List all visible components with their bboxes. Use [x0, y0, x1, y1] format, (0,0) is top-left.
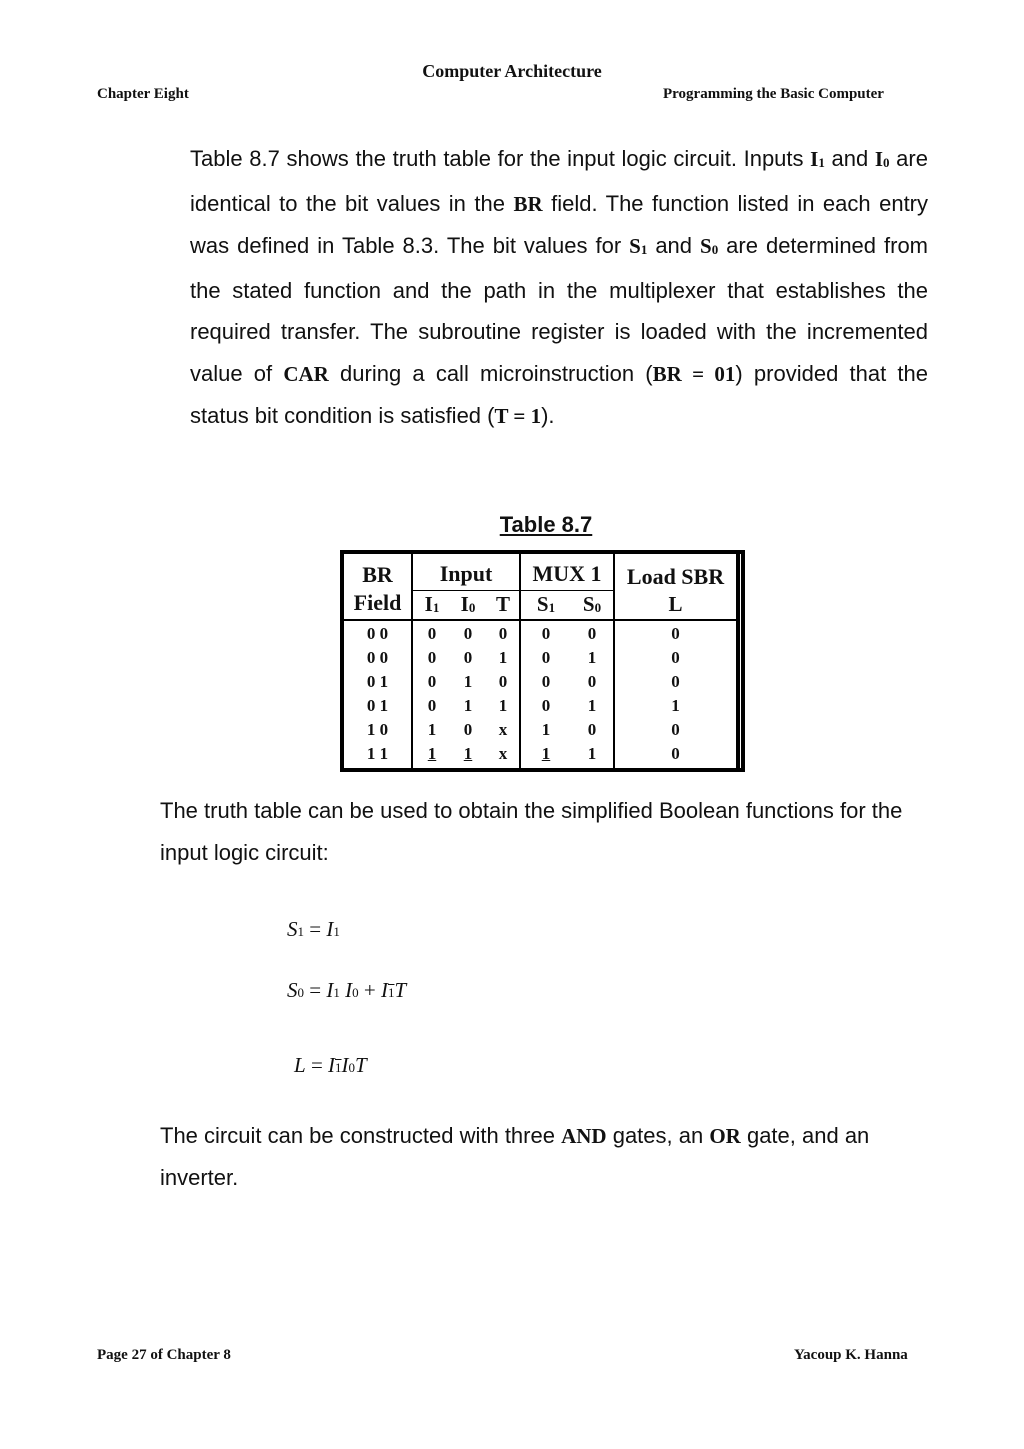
circuit-paragraph: The circuit can be constructed with three AND gates, an OR gate, and an inverter.	[160, 1123, 870, 1190]
table-cell: 0 1	[366, 672, 389, 691]
table-cell: 0	[427, 624, 437, 643]
s1-column	[528, 622, 564, 766]
table-cell: 1	[587, 648, 597, 667]
table-cell: 1	[463, 744, 473, 763]
table-cell: 1	[498, 696, 508, 715]
equation-l: L = I1I0T	[294, 1053, 367, 1077]
header-t: T	[495, 592, 510, 616]
header-load-sbr: Load SBR	[626, 564, 725, 589]
s0-column	[574, 622, 610, 766]
table-cell: 1	[541, 720, 551, 739]
table-cell: 0	[463, 648, 473, 667]
intro-paragraph: Table 8.7 shows the truth table for the input logic circuit. Inputs I1 and I0 are identical to the bit values in the BR field. The function listed in each entry was defined in Table 8.3. The bit values for S1 and S0 are determined from the stated function and the path in the multiplexer that establishes the required transfer. The subroutine register is loaded with the incremented value of CAR during a call microinstruction (BR = 01) provided that the status bit condition is satisfied (T = 1).	[190, 146, 929, 428]
t-column	[489, 622, 517, 766]
table-cell: 0	[541, 648, 551, 667]
table-cell: 0	[587, 672, 597, 691]
table-cell: 0 1	[366, 696, 389, 715]
table-cell: 1	[498, 648, 508, 667]
table-cell: 0	[463, 624, 473, 643]
header-section: Programming the Basic Computer	[663, 86, 884, 102]
table-cell: 0	[427, 696, 437, 715]
table-cell: 1	[463, 672, 473, 691]
i1-column	[417, 622, 447, 766]
table-cell: 0 0	[366, 648, 389, 667]
table-divider	[344, 619, 740, 621]
table-cell: 0	[541, 672, 551, 691]
table-cell: 0	[671, 648, 680, 667]
footer-author: Yacoup K. Hanna	[794, 1347, 908, 1363]
header-chapter: Chapter Eight	[97, 86, 189, 102]
table-cell: 0	[463, 720, 473, 739]
header-i0: I0	[460, 592, 476, 616]
table-caption: Table 8.7	[499, 512, 593, 537]
table-cell: x	[498, 744, 508, 763]
i0-column	[453, 622, 483, 766]
table-divider	[411, 590, 613, 591]
table-cell: 0	[427, 648, 437, 667]
table-cell: 0 0	[366, 624, 389, 643]
table-cell: 0	[587, 624, 597, 643]
header-mux: MUX 1	[532, 561, 602, 586]
table-cell: 1	[427, 744, 437, 763]
table-cell: 1	[587, 696, 597, 715]
table-cell: 1	[587, 744, 597, 763]
header-br: BR	[362, 562, 393, 587]
table-cell: 1	[541, 744, 551, 763]
table-cell: 1 0	[366, 720, 389, 739]
table-cell: 0	[541, 624, 551, 643]
table-cell: 1 1	[366, 744, 389, 763]
table-cell: 0	[671, 744, 680, 763]
header-title: Computer Architecture	[422, 61, 602, 81]
header-input: Input	[439, 561, 493, 586]
table-cell: 0	[671, 720, 680, 739]
table-cell: 0	[427, 672, 437, 691]
equation-s0: S0 = I1 I0 + I1T	[287, 978, 407, 1002]
table-cell: x	[498, 720, 508, 739]
header-field: Field	[353, 590, 402, 615]
table-cell: 0	[587, 720, 597, 739]
header-i1: I1	[424, 592, 440, 616]
header-s1: S1	[536, 592, 556, 616]
equation-s1: S1 = I1	[287, 917, 340, 941]
br-field-column	[344, 622, 411, 766]
header-s0: S0	[582, 592, 602, 616]
table-cell: 1	[427, 720, 437, 739]
table-cell: 0	[671, 672, 680, 691]
table-cell: 1	[671, 696, 680, 715]
header-l: L	[668, 592, 683, 616]
table-cell: 1	[463, 696, 473, 715]
table-cell: 0	[671, 624, 680, 643]
truth-table-paragraph: The truth table can be used to obtain the simplified Boolean functions for the input logic circuit:	[160, 798, 903, 865]
table-cell: 0	[498, 624, 508, 643]
truth-table	[340, 550, 745, 772]
table-cell: 0	[541, 696, 551, 715]
l-column	[615, 622, 736, 766]
table-divider	[736, 554, 740, 768]
footer-page-number: Page 27 of Chapter 8	[97, 1347, 231, 1363]
table-cell: 0	[498, 672, 508, 691]
